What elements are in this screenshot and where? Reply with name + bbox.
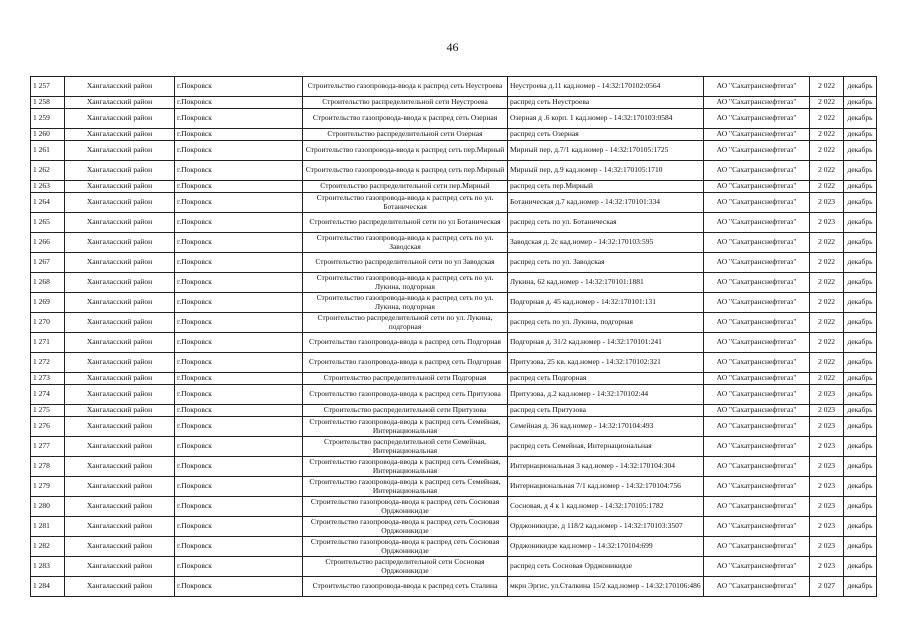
year-cell: 2 023 xyxy=(810,557,844,577)
year-cell: 2 023 xyxy=(810,405,844,417)
row-number: 1 276 xyxy=(31,417,65,437)
row-number: 1 272 xyxy=(31,353,65,373)
project-cell: Строительство газопровода-ввода к распред сеть по ул. Заводская xyxy=(303,233,508,253)
district-cell: Хангаласский район xyxy=(65,537,175,557)
table-row xyxy=(31,477,877,497)
row-number: 1 269 xyxy=(31,293,65,313)
organization-cell: АО "Сахатранснефтегаз" xyxy=(704,161,810,181)
year-cell: 2 023 xyxy=(810,193,844,213)
project-cell: Строительство газопровода-ввода к распред сеть по ул. Ботаническая xyxy=(303,193,508,213)
district-cell: Хангаласский район xyxy=(65,577,175,597)
table-row xyxy=(31,457,877,477)
address-cell: Неустроева д.11 кад.номер - 14:32:170102:0564 xyxy=(508,77,704,97)
year-cell: 2 022 xyxy=(810,333,844,353)
year-cell: 2 022 xyxy=(810,181,844,193)
project-cell: Строительство газопровода-ввода к распред сеть Озерная xyxy=(303,109,508,129)
row-number: 1 281 xyxy=(31,517,65,537)
address-cell: распред сеть пер.Мирный xyxy=(508,181,704,193)
table-row xyxy=(31,181,877,193)
row-number: 1 266 xyxy=(31,233,65,253)
district-cell: Хангаласский район xyxy=(65,129,175,141)
locality-cell: г.Покровск xyxy=(175,373,303,385)
year-cell: 2 023 xyxy=(810,517,844,537)
address-cell: Лукина, 62 кад.номер - 14:32:170101:1881 xyxy=(508,273,704,293)
month-cell: декабрь xyxy=(844,233,877,253)
organization-cell: АО "Сахатранснефтегаз" xyxy=(704,385,810,405)
locality-cell: г.Покровск xyxy=(175,577,303,597)
month-cell: декабрь xyxy=(844,373,877,385)
month-cell: декабрь xyxy=(844,161,877,181)
locality-cell: г.Покровск xyxy=(175,333,303,353)
row-number: 1 273 xyxy=(31,373,65,385)
month-cell: декабрь xyxy=(844,385,877,405)
locality-cell: г.Покровск xyxy=(175,193,303,213)
row-number: 1 267 xyxy=(31,253,65,273)
row-number: 1 262 xyxy=(31,161,65,181)
address-cell: распред сеть по ул. Лукина, подгорная xyxy=(508,313,704,333)
row-number: 1 261 xyxy=(31,141,65,161)
month-cell: декабрь xyxy=(844,253,877,273)
year-cell: 2 022 xyxy=(810,97,844,109)
locality-cell: г.Покровск xyxy=(175,537,303,557)
district-cell: Хангаласский район xyxy=(65,353,175,373)
month-cell: декабрь xyxy=(844,193,877,213)
row-number: 1 263 xyxy=(31,181,65,193)
project-cell: Строительство распределительной сети Озерная xyxy=(303,129,508,141)
locality-cell: г.Покровск xyxy=(175,497,303,517)
district-cell: Хангаласский район xyxy=(65,313,175,333)
address-cell: Озерная д .6 корп. 1 кад.номер - 14:32:170103:0584 xyxy=(508,109,704,129)
district-cell: Хангаласский район xyxy=(65,477,175,497)
table-row xyxy=(31,537,877,557)
organization-cell: АО "Сахатранснефтегаз" xyxy=(704,109,810,129)
table-row xyxy=(31,333,877,353)
address-cell: Интернациональная 7/1 кад.номер - 14:32:170104:756 xyxy=(508,477,704,497)
locality-cell: г.Покровск xyxy=(175,141,303,161)
row-number: 1 284 xyxy=(31,577,65,597)
row-number: 1 271 xyxy=(31,333,65,353)
district-cell: Хангаласский район xyxy=(65,181,175,193)
locality-cell: г.Покровск xyxy=(175,161,303,181)
locality-cell: г.Покровск xyxy=(175,77,303,97)
project-cell: Строительство газопровода-ввода к распред сеть Семейная, Интернациональная xyxy=(303,477,508,497)
month-cell: декабрь xyxy=(844,97,877,109)
address-cell: распред сеть Притузова xyxy=(508,405,704,417)
project-cell: Строительство газопровода-ввода к распред сеть Неустроева xyxy=(303,77,508,97)
address-cell: Семейная д. 36 кад.номер - 14:32:170104:493 xyxy=(508,417,704,437)
address-cell: Мирный пер, д.7/1 кад.номер - 14:32:170105:1725 xyxy=(508,141,704,161)
locality-cell: г.Покровск xyxy=(175,97,303,109)
locality-cell: г.Покровск xyxy=(175,405,303,417)
district-cell: Хангаласский район xyxy=(65,497,175,517)
month-cell: декабрь xyxy=(844,293,877,313)
table-row xyxy=(31,233,877,253)
locality-cell: г.Покровск xyxy=(175,109,303,129)
address-cell: распред сеть Подгорная xyxy=(508,373,704,385)
table-row xyxy=(31,253,877,273)
project-cell: Строительство газопровода-ввода к распред сеть Сосновая Орджоникидзе xyxy=(303,537,508,557)
month-cell: декабрь xyxy=(844,77,877,97)
district-cell: Хангаласский район xyxy=(65,517,175,537)
year-cell: 2 023 xyxy=(810,417,844,437)
organization-cell: АО "Сахатранснефтегаз" xyxy=(704,181,810,193)
month-cell: декабрь xyxy=(844,557,877,577)
gasification-table xyxy=(30,76,877,597)
address-cell: распред сеть Семейная, Интернациональная xyxy=(508,437,704,457)
project-cell: Строительство газопровода-ввода к распред сеть пер.Мирный xyxy=(303,141,508,161)
organization-cell: АО "Сахатранснефтегаз" xyxy=(704,497,810,517)
organization-cell: АО "Сахатранснефтегаз" xyxy=(704,417,810,437)
table-row xyxy=(31,97,877,109)
row-number: 1 258 xyxy=(31,97,65,109)
project-cell: Строительство распределительной сети по ул Заводская xyxy=(303,253,508,273)
row-number: 1 277 xyxy=(31,437,65,457)
year-cell: 2 022 xyxy=(810,233,844,253)
page-number: 46 xyxy=(446,40,459,54)
project-cell: Строительство распределительной сети Подгорная xyxy=(303,373,508,385)
table-row xyxy=(31,313,877,333)
year-cell: 2 022 xyxy=(810,293,844,313)
district-cell: Хангаласский район xyxy=(65,557,175,577)
table-row xyxy=(31,161,877,181)
row-number: 1 275 xyxy=(31,405,65,417)
district-cell: Хангаласский район xyxy=(65,161,175,181)
month-cell: декабрь xyxy=(844,405,877,417)
year-cell: 2 022 xyxy=(810,77,844,97)
address-cell: мкрн Эргис, ул.Сталкина 15/2 кад.номер - 14:32:170106:486 xyxy=(508,577,704,597)
table-row xyxy=(31,405,877,417)
address-cell: Орджоникидзе, д 118/2 кад.номер - 14:32:170103:3507 xyxy=(508,517,704,537)
district-cell: Хангаласский район xyxy=(65,417,175,437)
year-cell: 2 023 xyxy=(810,385,844,405)
address-cell: Подгорная д. 31/2 кад.номер - 14:32:170101:241 xyxy=(508,333,704,353)
table-row xyxy=(31,273,877,293)
month-cell: декабрь xyxy=(844,313,877,333)
address-cell: распред сеть Сосновая Орджоникидзе xyxy=(508,557,704,577)
project-cell: Строительство распределительной сети Сосновая Орджоникидзе xyxy=(303,557,508,577)
project-cell: Строительство газопровода-ввода к распред сеть по ул. Лукина, подгорная xyxy=(303,293,508,313)
organization-cell: АО "Сахатранснефтегаз" xyxy=(704,333,810,353)
organization-cell: АО "Сахатранснефтегаз" xyxy=(704,437,810,457)
organization-cell: АО "Сахатранснефтегаз" xyxy=(704,293,810,313)
district-cell: Хангаласский район xyxy=(65,77,175,97)
address-cell: Сосновая, д 4 к 1 кад.номер - 14:32:170105:1782 xyxy=(508,497,704,517)
address-cell: Притузова, 25 кв. кад.номер - 14:32:170102:321 xyxy=(508,353,704,373)
year-cell: 2 022 xyxy=(810,109,844,129)
locality-cell: г.Покровск xyxy=(175,417,303,437)
year-cell: 2 023 xyxy=(810,437,844,457)
locality-cell: г.Покровск xyxy=(175,273,303,293)
organization-cell: АО "Сахатранснефтегаз" xyxy=(704,557,810,577)
table-row xyxy=(31,385,877,405)
locality-cell: г.Покровск xyxy=(175,477,303,497)
organization-cell: АО "Сахатранснефтегаз" xyxy=(704,353,810,373)
locality-cell: г.Покровск xyxy=(175,437,303,457)
month-cell: декабрь xyxy=(844,477,877,497)
row-number: 1 264 xyxy=(31,193,65,213)
organization-cell: АО "Сахатранснефтегаз" xyxy=(704,537,810,557)
row-number: 1 283 xyxy=(31,557,65,577)
month-cell: декабрь xyxy=(844,417,877,437)
year-cell: 2 022 xyxy=(810,353,844,373)
table-row xyxy=(31,193,877,213)
project-cell: Строительство газопровода-ввода к распред сеть пер.Мирный xyxy=(303,161,508,181)
row-number: 1 265 xyxy=(31,213,65,233)
district-cell: Хангаласский район xyxy=(65,141,175,161)
month-cell: декабрь xyxy=(844,213,877,233)
table-row xyxy=(31,353,877,373)
month-cell: декабрь xyxy=(844,517,877,537)
locality-cell: г.Покровск xyxy=(175,181,303,193)
organization-cell: АО "Сахатранснефтегаз" xyxy=(704,141,810,161)
organization-cell: АО "Сахатранснефтегаз" xyxy=(704,273,810,293)
locality-cell: г.Покровск xyxy=(175,293,303,313)
table-row xyxy=(31,129,877,141)
year-cell: 2 027 xyxy=(810,577,844,597)
organization-cell: АО "Сахатранснефтегаз" xyxy=(704,97,810,109)
month-cell: декабрь xyxy=(844,181,877,193)
address-cell: распред сеть Неустроева xyxy=(508,97,704,109)
month-cell: декабрь xyxy=(844,437,877,457)
project-cell: Строительство распределительной сети Притузова xyxy=(303,405,508,417)
month-cell: декабрь xyxy=(844,353,877,373)
year-cell: 2 023 xyxy=(810,457,844,477)
project-cell: Строительство распределительной сети Неустроева xyxy=(303,97,508,109)
organization-cell: АО "Сахатранснефтегаз" xyxy=(704,213,810,233)
locality-cell: г.Покровск xyxy=(175,457,303,477)
district-cell: Хангаласский район xyxy=(65,373,175,385)
organization-cell: АО "Сахатранснефтегаз" xyxy=(704,405,810,417)
row-number: 1 274 xyxy=(31,385,65,405)
district-cell: Хангаласский район xyxy=(65,457,175,477)
month-cell: декабрь xyxy=(844,497,877,517)
address-cell: Заводская д. 2с кад.номер - 14:32:170103:595 xyxy=(508,233,704,253)
year-cell: 2 022 xyxy=(810,161,844,181)
organization-cell: АО "Сахатранснефтегаз" xyxy=(704,193,810,213)
year-cell: 2 022 xyxy=(810,141,844,161)
month-cell: декабрь xyxy=(844,577,877,597)
district-cell: Хангаласский район xyxy=(65,253,175,273)
table-row xyxy=(31,417,877,437)
organization-cell: АО "Сахатранснефтегаз" xyxy=(704,129,810,141)
organization-cell: АО "Сахатранснефтегаз" xyxy=(704,233,810,253)
table-row xyxy=(31,77,877,97)
year-cell: 2 023 xyxy=(810,213,844,233)
project-cell: Строительство газопровода-ввода к распред сеть по ул. Лукина, подгорная xyxy=(303,273,508,293)
district-cell: Хангаласский район xyxy=(65,273,175,293)
district-cell: Хангаласский район xyxy=(65,333,175,353)
locality-cell: г.Покровск xyxy=(175,313,303,333)
address-cell: Интернациональная 3 кад.номер - 14:32:170104:304 xyxy=(508,457,704,477)
project-cell: Строительство газопровода-ввода к распред сеть Подгорная xyxy=(303,353,508,373)
locality-cell: г.Покровск xyxy=(175,517,303,537)
district-cell: Хангаласский район xyxy=(65,233,175,253)
project-cell: Строительство газопровода-ввода к распред сеть Сосновая Орджоникидзе xyxy=(303,517,508,537)
month-cell: декабрь xyxy=(844,109,877,129)
organization-cell: АО "Сахатранснефтегаз" xyxy=(704,577,810,597)
address-cell: распред сеть по ул. Ботаническая xyxy=(508,213,704,233)
month-cell: декабрь xyxy=(844,129,877,141)
row-number: 1 282 xyxy=(31,537,65,557)
table-row xyxy=(31,109,877,129)
locality-cell: г.Покровск xyxy=(175,213,303,233)
district-cell: Хангаласский район xyxy=(65,385,175,405)
district-cell: Хангаласский район xyxy=(65,405,175,417)
project-cell: Строительство распределительной сети пер.Мирный xyxy=(303,181,508,193)
year-cell: 2 022 xyxy=(810,313,844,333)
row-number: 1 259 xyxy=(31,109,65,129)
district-cell: Хангаласский район xyxy=(65,293,175,313)
project-cell: Строительство газопровода-ввода к распред сеть Семейная, Интернациональная xyxy=(303,417,508,437)
table-row xyxy=(31,437,877,457)
table-row xyxy=(31,213,877,233)
row-number: 1 268 xyxy=(31,273,65,293)
organization-cell: АО "Сахатранснефтегаз" xyxy=(704,313,810,333)
table-row xyxy=(31,141,877,161)
year-cell: 2 022 xyxy=(810,253,844,273)
organization-cell: АО "Сахатранснефтегаз" xyxy=(704,477,810,497)
table-row xyxy=(31,577,877,597)
month-cell: декабрь xyxy=(844,537,877,557)
address-cell: распред сеть по ул. Заводская xyxy=(508,253,704,273)
locality-cell: г.Покровск xyxy=(175,557,303,577)
address-cell: Подгорная д. 45 кад.номер - 14:32:170101:131 xyxy=(508,293,704,313)
address-cell: Притузова, д.2 кад.номер - 14:32:170102:44 xyxy=(508,385,704,405)
locality-cell: г.Покровск xyxy=(175,129,303,141)
table-row xyxy=(31,373,877,385)
table-row xyxy=(31,497,877,517)
locality-cell: г.Покровск xyxy=(175,253,303,273)
row-number: 1 257 xyxy=(31,77,65,97)
table-row xyxy=(31,293,877,313)
address-cell: Орджоникидзе кад.номер - 14:32:170104:699 xyxy=(508,537,704,557)
year-cell: 2 023 xyxy=(810,537,844,557)
month-cell: декабрь xyxy=(844,141,877,161)
year-cell: 2 022 xyxy=(810,129,844,141)
month-cell: декабрь xyxy=(844,333,877,353)
organization-cell: АО "Сахатранснефтегаз" xyxy=(704,253,810,273)
district-cell: Хангаласский район xyxy=(65,437,175,457)
project-cell: Строительство распределительной сети Семейная, Интернациональная xyxy=(303,437,508,457)
address-cell: распред сеть Озерная xyxy=(508,129,704,141)
year-cell: 2 023 xyxy=(810,497,844,517)
district-cell: Хангаласский район xyxy=(65,213,175,233)
project-cell: Строительство газопровода-ввода к распред сеть Семейная, Интернациональная xyxy=(303,457,508,477)
row-number: 1 279 xyxy=(31,477,65,497)
district-cell: Хангаласский район xyxy=(65,97,175,109)
locality-cell: г.Покровск xyxy=(175,233,303,253)
month-cell: декабрь xyxy=(844,457,877,477)
project-cell: Строительство распределительной сети по ул. Лукина, подгорная xyxy=(303,313,508,333)
row-number: 1 270 xyxy=(31,313,65,333)
project-cell: Строительство газопровода-ввода к распред сеть Притузова xyxy=(303,385,508,405)
organization-cell: АО "Сахатранснефтегаз" xyxy=(704,517,810,537)
project-cell: Строительство газопровода-ввода к распред сеть Сталина xyxy=(303,577,508,597)
project-cell: Строительство газопровода-ввода к распред сеть Подгорная xyxy=(303,333,508,353)
organization-cell: АО "Сахатранснефтегаз" xyxy=(704,457,810,477)
year-cell: 2 022 xyxy=(810,373,844,385)
address-cell: Мирный пер, д.9 кад.номер - 14:32:170105:1710 xyxy=(508,161,704,181)
row-number: 1 280 xyxy=(31,497,65,517)
organization-cell: АО "Сахатранснефтегаз" xyxy=(704,77,810,97)
locality-cell: г.Покровск xyxy=(175,353,303,373)
project-cell: Строительство газопровода-ввода к распред сеть Сосновая Орджоникидзе xyxy=(303,497,508,517)
organization-cell: АО "Сахатранснефтегаз" xyxy=(704,373,810,385)
address-cell: Ботаническая д.7 кад.номер - 14:32:170101:334 xyxy=(508,193,704,213)
table-row xyxy=(31,517,877,537)
year-cell: 2 023 xyxy=(810,477,844,497)
table-row xyxy=(31,557,877,577)
district-cell: Хангаласский район xyxy=(65,193,175,213)
year-cell: 2 022 xyxy=(810,273,844,293)
row-number: 1 260 xyxy=(31,129,65,141)
month-cell: декабрь xyxy=(844,273,877,293)
district-cell: Хангаласский район xyxy=(65,109,175,129)
project-cell: Строительство распределительной сети по ул Ботаническая xyxy=(303,213,508,233)
locality-cell: г.Покровск xyxy=(175,385,303,405)
row-number: 1 278 xyxy=(31,457,65,477)
